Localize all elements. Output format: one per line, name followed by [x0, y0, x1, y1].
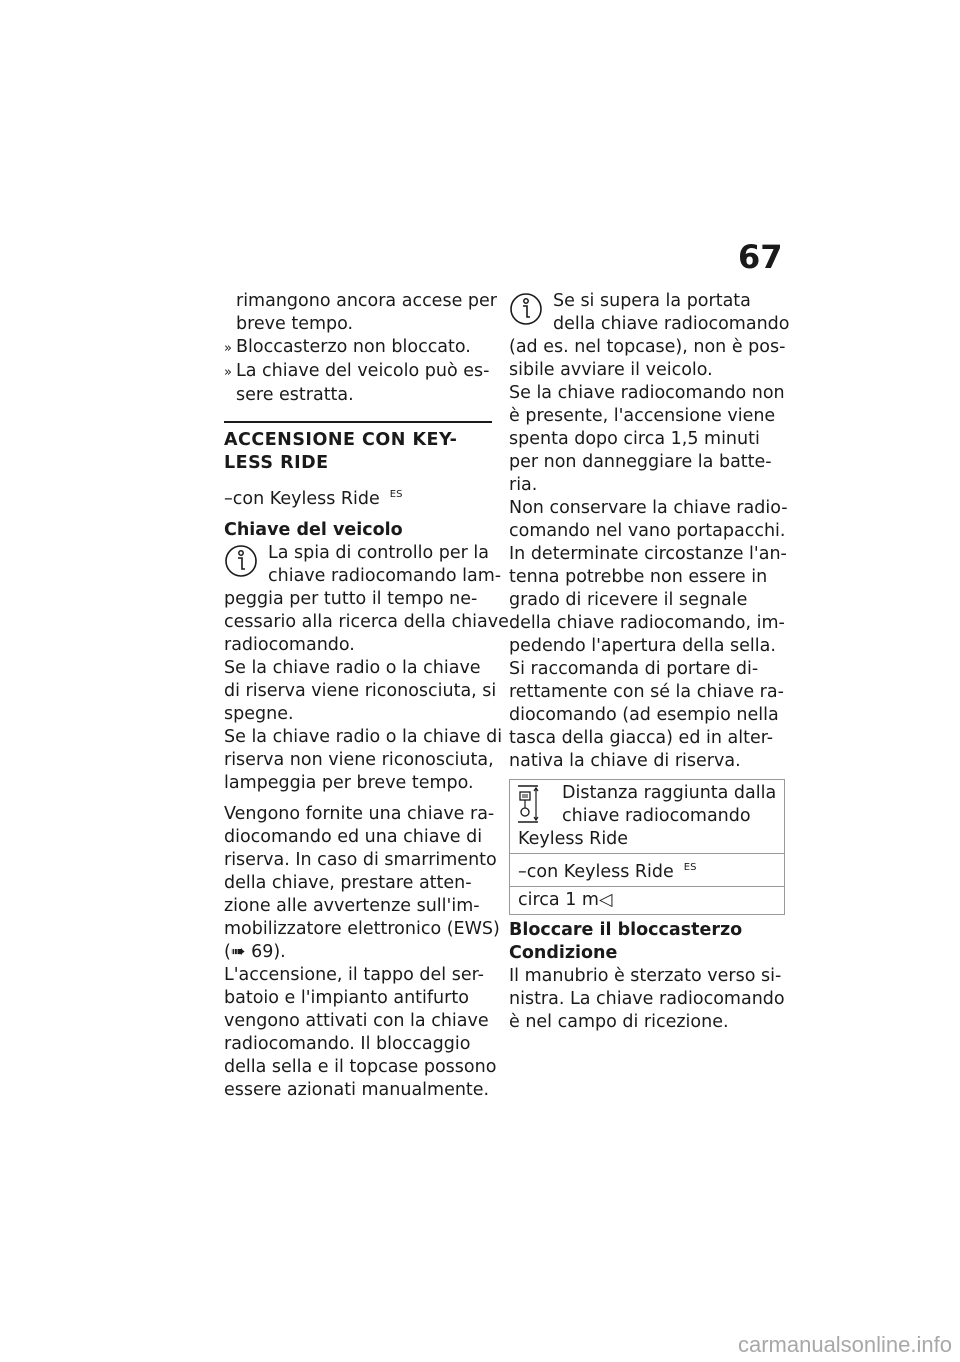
- paragraph-line: vengono attivati con la chiave: [224, 1010, 489, 1031]
- bullet-mark: »: [224, 365, 232, 380]
- note-line: della chiave radiocomando, im-: [509, 613, 785, 633]
- equipment-line: [224, 483, 492, 511]
- note-line: tasca della giacca) ed in alter-: [509, 728, 774, 748]
- note-line: nativa la chiave di riserva.: [509, 751, 741, 771]
- paragraph-line: riserva. In caso di smarrimento: [224, 849, 497, 870]
- note-line: radiocomando.: [224, 634, 355, 655]
- spec-title-cell: [510, 780, 785, 854]
- spec-title-line: chiave radiocomando: [562, 806, 751, 826]
- bullet-item: [224, 336, 492, 360]
- note-line: Se si supera la portata: [553, 291, 751, 311]
- paragraph-line: L'accensione, il tappo del ser-: [224, 964, 484, 985]
- paragraph-line: è nel campo di ricezione.: [509, 1011, 729, 1032]
- spec-value-cell: [510, 886, 785, 914]
- paragraph-line: diocomando ed una chiave di: [224, 826, 483, 847]
- bullet-item: [224, 360, 492, 407]
- note-line: sibile avviare il veicolo.: [509, 360, 713, 380]
- note-line: della chiave radiocomando: [553, 314, 790, 334]
- page-number: 67: [738, 238, 783, 276]
- watermark: carmanualsonline.info: [737, 1332, 952, 1357]
- note-line: (ad es. nel topcase), non è pos-: [509, 337, 786, 357]
- paragraph: [224, 964, 497, 1102]
- note-line: riserva non viene riconosciuta,: [224, 749, 494, 770]
- note-line: Se la chiave radio o la chiave di: [224, 726, 503, 747]
- note-line: di riserva viene riconosciuta, si: [224, 680, 497, 701]
- right-column: [509, 290, 790, 1034]
- section-heading-line: LESS RIDE: [224, 453, 329, 473]
- paragraph-line: zione alle avvertenze sull'im-: [224, 895, 480, 916]
- range-gauge-icon: [514, 784, 542, 824]
- bullet-text: sere estratta.: [236, 385, 354, 405]
- note-line: spegne.: [224, 703, 294, 724]
- paragraph-line: Il manubrio è sterzato verso si-: [509, 965, 782, 986]
- note-line: lampeggia per breve tempo.: [224, 772, 474, 793]
- condition-heading: Condizione: [509, 942, 618, 963]
- equipment-text: –con Keyless Ride: [224, 488, 380, 509]
- spec-value: circa 1 m: [518, 889, 599, 910]
- note-line: diocomando (ad esempio nella: [509, 705, 779, 725]
- note-line: cessario alla ricerca della chiave: [224, 611, 509, 632]
- continued-line: rimangono ancora accese per: [236, 291, 497, 311]
- spec-title-line: Keyless Ride: [518, 829, 629, 849]
- info-note: [509, 290, 790, 773]
- info-icon: [509, 292, 543, 326]
- note-line: pedendo l'apertura della sella.: [509, 636, 776, 656]
- paragraph: [224, 803, 500, 964]
- note-line: rettamente con sé la chiave ra-: [509, 682, 784, 702]
- section-heading: [224, 421, 492, 475]
- spec-title-line: Distanza raggiunta dalla: [562, 783, 777, 803]
- left-column: [224, 290, 509, 1102]
- equipment-text: –con Keyless Ride: [518, 861, 674, 882]
- note-line: In determinate circostanze l'an-: [509, 544, 787, 564]
- note-line: spenta dopo circa 1,5 minuti: [509, 429, 760, 449]
- reference-page: 69).: [251, 941, 286, 962]
- bullet-mark: »: [224, 341, 232, 356]
- spec-table: [509, 779, 785, 915]
- paragraph-line: nistra. La chiave radiocomando: [509, 988, 785, 1009]
- paragraph-line: della chiave, prestare atten-: [224, 872, 472, 893]
- info-note: [224, 542, 509, 795]
- bullet-text: La chiave del veicolo può es-: [236, 361, 490, 381]
- sub-heading: Chiave del veicolo: [224, 519, 403, 540]
- continued-line: breve tempo.: [236, 314, 354, 334]
- paragraph-line: radiocomando. Il bloccaggio: [224, 1033, 471, 1054]
- note-line: Se la chiave radiocomando non: [509, 383, 785, 403]
- equipment-code: ES: [389, 489, 403, 500]
- note-line: grado di ricevere il segnale: [509, 590, 748, 610]
- note-line: chiave radiocomando lam-: [268, 565, 502, 586]
- section-sub-heading: Bloccare il bloccasterzo: [509, 919, 743, 940]
- note-line: Se la chiave radio o la chiave: [224, 657, 481, 678]
- end-mark-icon: ◁: [598, 889, 613, 910]
- note-line: peggia per tutto il tempo ne-: [224, 588, 478, 609]
- paragraph-line: della sella e il topcase possono: [224, 1056, 497, 1077]
- note-line: è presente, l'accensione viene: [509, 406, 776, 426]
- reference-arrow-icon: ➠: [230, 941, 246, 962]
- paragraph-line: batoio e l'impianto antifurto: [224, 987, 469, 1008]
- note-line: La spia di controllo per la: [268, 542, 489, 563]
- note-line: tenna potrebbe non essere in: [509, 567, 768, 587]
- note-line: Non conservare la chiave radio-: [509, 498, 788, 518]
- info-icon: [224, 544, 258, 578]
- note-line: Si raccomanda di portare di-: [509, 659, 759, 679]
- paragraph-line: mobilizzatore elettronico (EWS): [224, 918, 500, 939]
- paragraph-line: essere azionati manualmente.: [224, 1079, 490, 1100]
- equipment-code: ES: [683, 862, 697, 873]
- bullet-text: Bloccasterzo non bloccato.: [236, 337, 471, 357]
- page-reference[interactable]: (➠ 69).: [224, 941, 286, 962]
- note-line: comando nel vano portapacchi.: [509, 521, 786, 541]
- note-line: ria.: [509, 475, 538, 495]
- section-heading-line: ACCENSIONE CON KEY-: [224, 430, 458, 450]
- paragraph-line: Vengono fornite una chiave ra-: [224, 803, 495, 824]
- note-line: per non danneggiare la batte-: [509, 452, 772, 472]
- spec-equipment-cell: [510, 854, 785, 887]
